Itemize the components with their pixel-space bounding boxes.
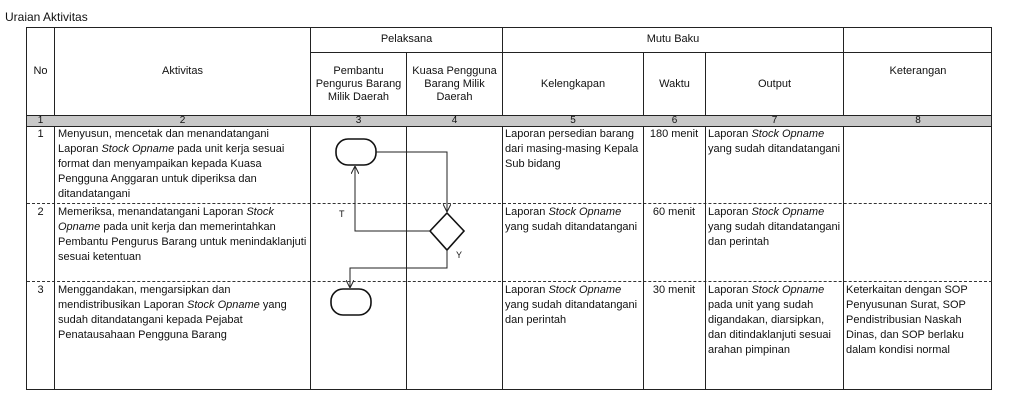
header-output: Output [757, 77, 792, 90]
terminator-end-shape [331, 289, 371, 315]
row-kelengkapan: Laporan Stock Opname yang sudah ditandatangani [505, 206, 638, 233]
column-number: 1 [37, 115, 44, 126]
column-number: 5 [570, 115, 576, 126]
decision-diamond-shape [430, 213, 464, 250]
column-number: 3 [355, 115, 362, 126]
row-no: 1 [37, 128, 44, 140]
flow-arrow-1 [376, 152, 447, 211]
row-no: 2 [37, 206, 44, 218]
column-number: 4 [451, 115, 458, 126]
row-output: Laporan Stock Opname yang sudah ditandatangani [708, 128, 841, 155]
terminator-start-shape [336, 139, 376, 165]
row-keterangan: Keterkaitan dengan SOP Penyusunan Surat, SOP Pendistribusian Naskah Dinas, dan SOP berlaku dalam kondisi normal [846, 284, 968, 356]
row-kelengkapan: Laporan persedian barang dari masing-masing Kepala Sub bidang [505, 128, 639, 170]
flow-arrow-no [355, 167, 430, 231]
column-number: 6 [671, 115, 678, 126]
row-no: 3 [37, 284, 44, 296]
row-output: Laporan Stock Opname pada unit yang sudah digandakan, diarsipkan, dan ditindaklanjuti sesuai arahan pimpinan [708, 284, 831, 356]
header-waktu: Waktu [659, 77, 690, 90]
row-output: Laporan Stock Opname yang sudah ditandatangani dan perintah [708, 206, 841, 248]
column-number: 8 [915, 115, 921, 126]
row-waktu: 30 menit [652, 284, 696, 296]
row-aktivitas: Memeriksa, menandatangani Laporan Stock Opname pada unit kerja dan memerintahkan Pembantu Pengurus Barang untuk menindaklanjuti sesuai ketentuan [58, 206, 307, 263]
header-pelaksana: Pelaksana [380, 33, 433, 45]
flow-label-yes: Y [456, 250, 463, 260]
document-title: Uraian Aktivitas [5, 10, 88, 24]
header-no: No [33, 64, 48, 77]
header-pelaksana-kuasa: Kuasa Pengguna Barang Milik Daerah [412, 64, 497, 103]
header-keterangan: Keterangan [889, 64, 947, 77]
row-aktivitas: Menyusun, mencetak dan menandatangani Laporan Stock Opname pada unit kerja sesuai format dan menyampaikan kepada Kuasa Pengguna Anggaran untuk diperiksa dan ditandatangani [58, 128, 285, 200]
header-aktivitas: Aktivitas [162, 64, 203, 77]
header-mutu-baku: Mutu Baku [646, 33, 700, 45]
column-number: 7 [771, 115, 778, 126]
row-waktu: 180 menit [649, 128, 699, 140]
row-kelengkapan: Laporan Stock Opname yang sudah ditandatangani dan perintah [505, 284, 638, 326]
row-aktivitas: Menggandakan, mengarsipkan dan mendistribusikan Laporan Stock Opname yang sudah ditandatangani kepada Pejabat Penatausahaan Pengguna Barang [58, 284, 287, 341]
column-number: 2 [179, 115, 186, 126]
flow-label-no: T [339, 209, 345, 219]
header-pelaksana-pembantu: Pembantu Pengurus Barang Milik Daerah [315, 64, 402, 103]
row-waktu: 60 menit [652, 206, 696, 218]
header-kelengkapan: Kelengkapan [540, 77, 606, 90]
flow-arrow-yes [350, 250, 447, 287]
